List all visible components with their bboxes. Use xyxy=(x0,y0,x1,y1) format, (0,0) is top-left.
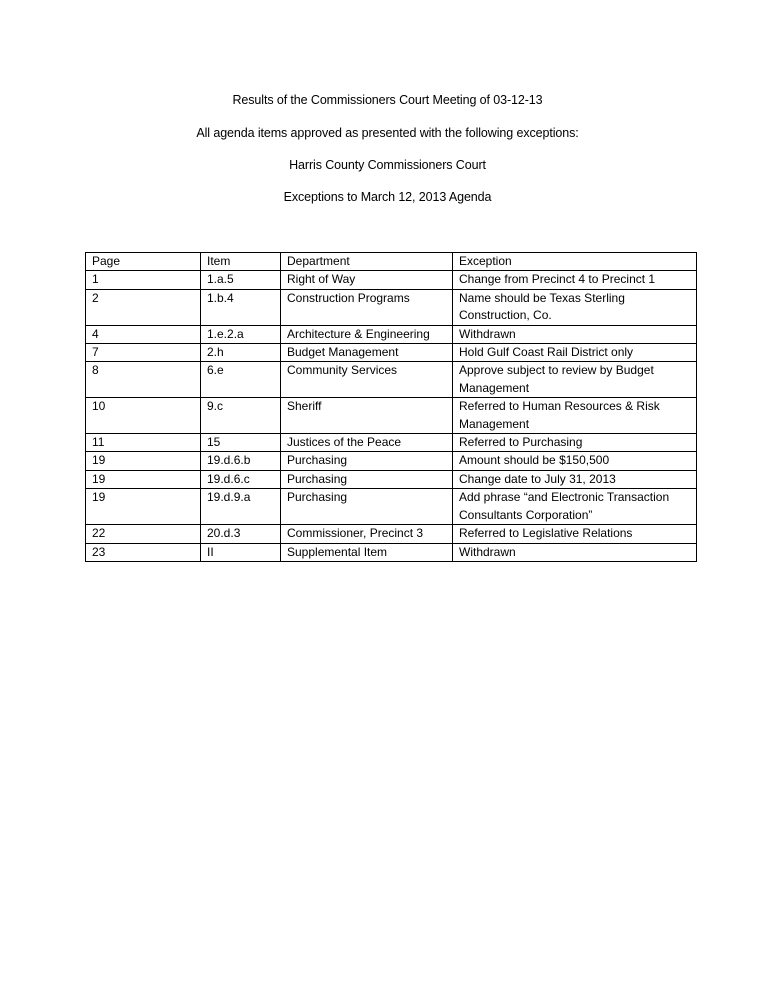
table-header-row xyxy=(86,253,697,271)
page-cell: 10 xyxy=(86,398,201,434)
exception-cell: Withdrawn xyxy=(453,325,697,343)
column-header-exception: Exception xyxy=(453,253,697,271)
approval-statement: All agenda items approved as presented with the following exceptions: xyxy=(196,126,579,140)
column-header-department: Department xyxy=(281,253,453,271)
table-row xyxy=(86,325,697,343)
page-cell: 19 xyxy=(86,452,201,470)
department-cell: Community Services xyxy=(281,362,453,398)
department-cell: Justices of the Peace xyxy=(281,434,453,452)
table-row xyxy=(86,489,697,525)
exceptions-table xyxy=(85,252,697,562)
item-cell: 1.a.5 xyxy=(201,271,281,289)
page-cell: 2 xyxy=(86,289,201,325)
page-cell: 1 xyxy=(86,271,201,289)
table-row xyxy=(86,543,697,561)
exception-cell: Approve subject to review by Budget Management xyxy=(453,362,697,398)
item-cell: 20.d.3 xyxy=(201,525,281,543)
exception-cell: Change from Precinct 4 to Precinct 1 xyxy=(453,271,697,289)
department-cell: Commissioner, Precinct 3 xyxy=(281,525,453,543)
exceptions-heading: Exceptions to March 12, 2013 Agenda xyxy=(283,190,492,204)
exception-cell: Amount should be $150,500 xyxy=(453,452,697,470)
page-cell: 7 xyxy=(86,344,201,362)
department-cell: Supplemental Item xyxy=(281,543,453,561)
table-row xyxy=(86,289,697,325)
department-cell: Right of Way xyxy=(281,271,453,289)
department-cell: Sheriff xyxy=(281,398,453,434)
page-cell: 8 xyxy=(86,362,201,398)
table-row xyxy=(86,344,697,362)
item-cell: 1.e.2.a xyxy=(201,325,281,343)
exception-cell: Withdrawn xyxy=(453,543,697,561)
page-cell: 11 xyxy=(86,434,201,452)
item-cell: 2.h xyxy=(201,344,281,362)
exception-cell: Change date to July 31, 2013 xyxy=(453,470,697,488)
exception-cell: Referred to Purchasing xyxy=(453,434,697,452)
department-cell: Purchasing xyxy=(281,489,453,525)
department-cell: Construction Programs xyxy=(281,289,453,325)
exception-cell: Referred to Human Resources & Risk Management xyxy=(453,398,697,434)
exception-cell: Name should be Texas Sterling Construction, Co. xyxy=(453,289,697,325)
item-cell: 15 xyxy=(201,434,281,452)
exception-cell: Referred to Legislative Relations xyxy=(453,525,697,543)
table-row xyxy=(86,452,697,470)
table-row xyxy=(86,525,697,543)
item-cell: 19.d.9.a xyxy=(201,489,281,525)
table-row xyxy=(86,398,697,434)
column-header-item: Item xyxy=(201,253,281,271)
column-header-page: Page xyxy=(86,253,201,271)
table-row xyxy=(86,434,697,452)
item-cell: II xyxy=(201,543,281,561)
item-cell: 19.d.6.c xyxy=(201,470,281,488)
table-row xyxy=(86,362,697,398)
department-cell: Purchasing xyxy=(281,452,453,470)
exception-cell: Hold Gulf Coast Rail District only xyxy=(453,344,697,362)
item-cell: 9.c xyxy=(201,398,281,434)
table-row xyxy=(86,271,697,289)
page-cell: 19 xyxy=(86,470,201,488)
page-cell: 4 xyxy=(86,325,201,343)
department-cell: Budget Management xyxy=(281,344,453,362)
item-cell: 1.b.4 xyxy=(201,289,281,325)
page-cell: 23 xyxy=(86,543,201,561)
department-cell: Purchasing xyxy=(281,470,453,488)
document-title: Results of the Commissioners Court Meeting of 03-12-13 xyxy=(232,93,543,107)
exception-cell: Add phrase “and Electronic Transaction Consultants Corporation” xyxy=(453,489,697,525)
table-row xyxy=(86,470,697,488)
item-cell: 19.d.6.b xyxy=(201,452,281,470)
court-name: Harris County Commissioners Court xyxy=(289,158,486,172)
page-cell: 22 xyxy=(86,525,201,543)
department-cell: Architecture & Engineering xyxy=(281,325,453,343)
page-cell: 19 xyxy=(86,489,201,525)
item-cell: 6.e xyxy=(201,362,281,398)
